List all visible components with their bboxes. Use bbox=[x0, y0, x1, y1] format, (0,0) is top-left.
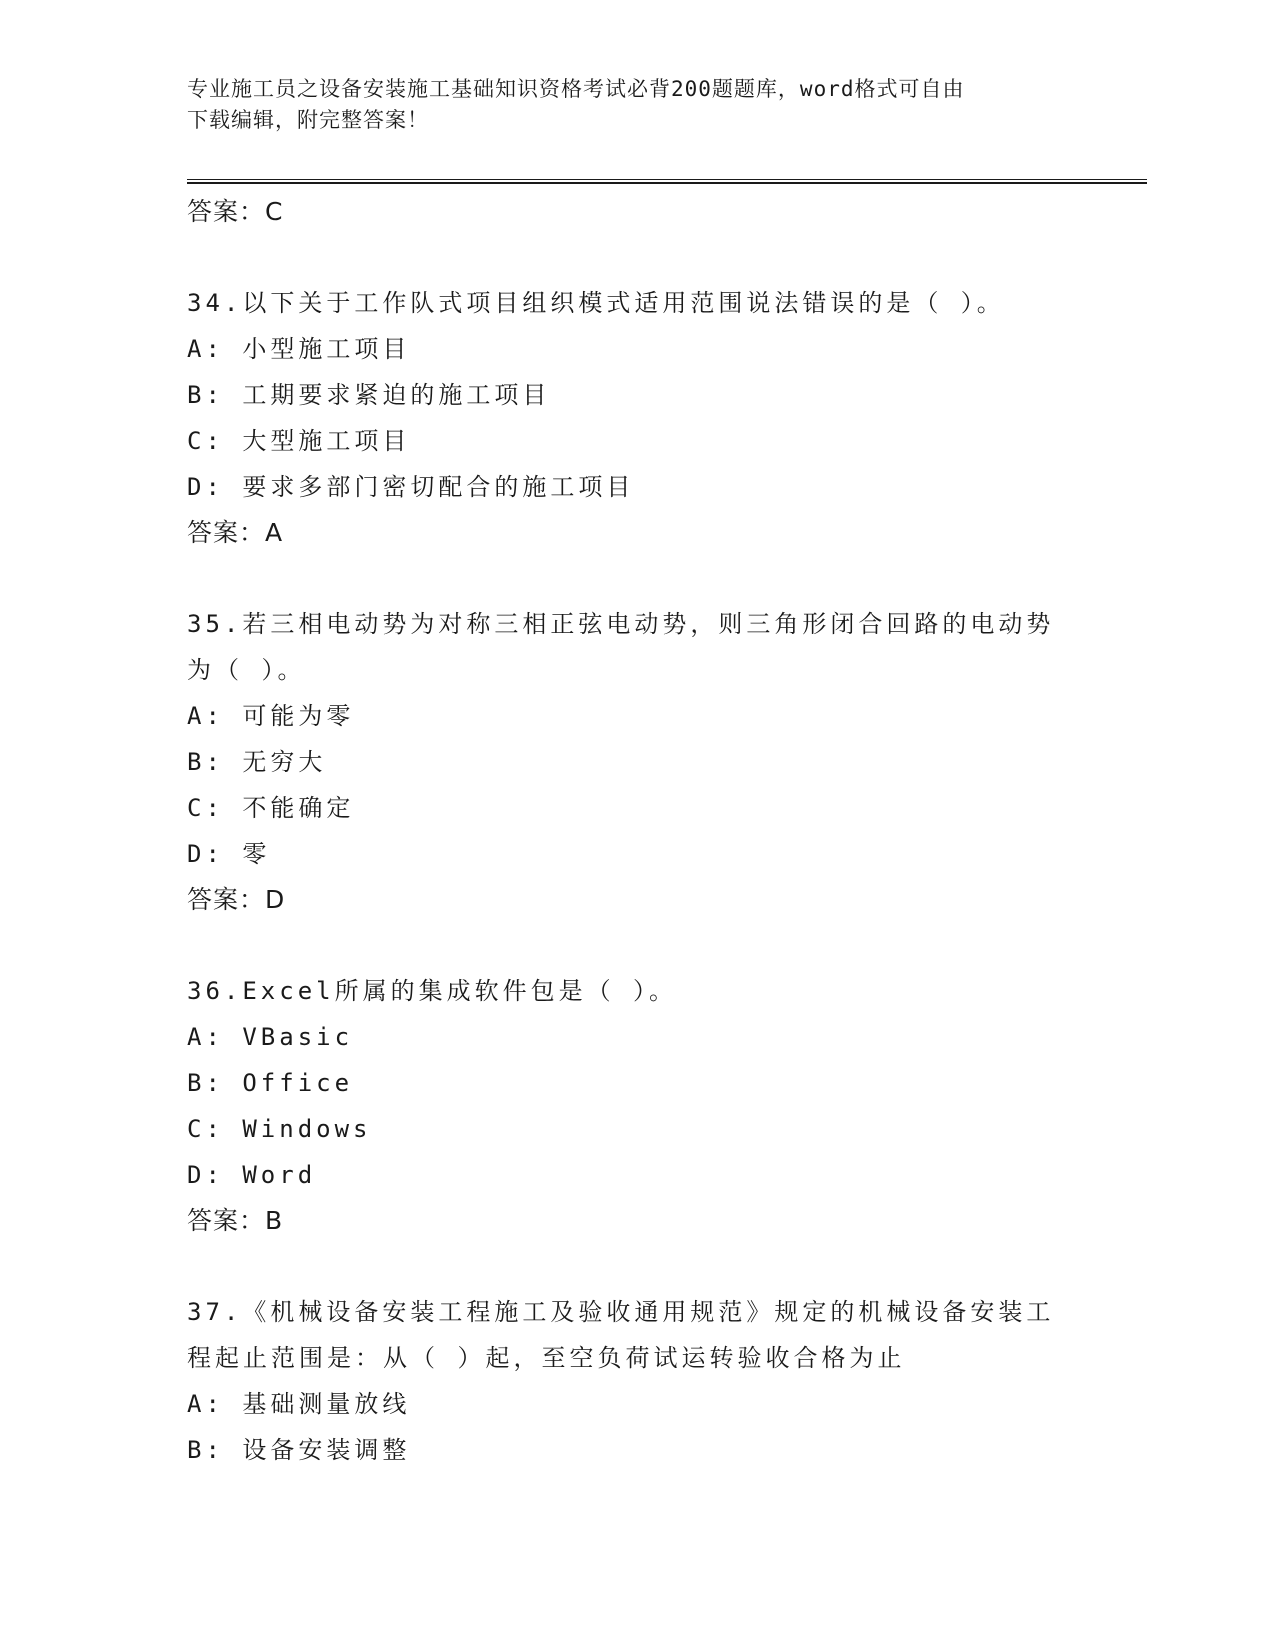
document-header bbox=[187, 74, 1067, 136]
option-b: B: Office bbox=[187, 1069, 354, 1097]
option-a: A: 可能为零 bbox=[187, 702, 355, 730]
answer-line: 答案：C bbox=[187, 197, 284, 226]
answer-line: 答案：A bbox=[187, 518, 284, 547]
question-stem-continued: 程起止范围是：从（ ）起，至空负荷试运转验收合格为止 bbox=[187, 1344, 906, 1372]
option-a: A: 基础测量放线 bbox=[187, 1390, 411, 1418]
question-block bbox=[187, 601, 1087, 923]
option-d: D: 零 bbox=[187, 840, 271, 868]
option-b: B: 设备安装调整 bbox=[187, 1436, 411, 1464]
question-stem: 34.以下关于工作队式项目组织模式适用范围说法错误的是（ ）。 bbox=[187, 289, 1005, 317]
option-c: C: Windows bbox=[187, 1115, 372, 1143]
option-b: B: 工期要求紧迫的施工项目 bbox=[187, 381, 551, 409]
header-rule-thick bbox=[187, 182, 1147, 184]
option-d: D: 要求多部门密切配合的施工项目 bbox=[187, 473, 635, 501]
answer-line: 答案：B bbox=[187, 1206, 284, 1235]
option-c: C: 大型施工项目 bbox=[187, 427, 411, 455]
option-c: C: 不能确定 bbox=[187, 794, 355, 822]
option-b: B: 无穷大 bbox=[187, 748, 327, 776]
header-line-2: 下载编辑，附完整答案！ bbox=[187, 108, 429, 132]
question-block bbox=[187, 1289, 1087, 1473]
question-stem: 35.若三相电动势为对称三相正弦电动势，则三角形闭合回路的电动势 bbox=[187, 610, 1055, 638]
header-rule-thin bbox=[187, 179, 1147, 180]
option-a: A: 小型施工项目 bbox=[187, 335, 411, 363]
option-d: D: Word bbox=[187, 1161, 317, 1189]
answer-line: 答案：D bbox=[187, 885, 286, 914]
question-stem: 37.《机械设备安装工程施工及验收通用规范》规定的机械设备安装工 bbox=[187, 1298, 1055, 1326]
question-block bbox=[187, 280, 1087, 556]
question-list bbox=[187, 189, 1087, 1473]
question-block bbox=[187, 968, 1087, 1244]
question-stem-continued: 为（ ）。 bbox=[187, 656, 306, 684]
header-line-1: 专业施工员之设备安装施工基础知识资格考试必背200题题库，word格式可自由 bbox=[187, 77, 965, 101]
option-a: A: VBasic bbox=[187, 1023, 354, 1051]
question-stem: 36.Excel所属的集成软件包是（ ）。 bbox=[187, 977, 678, 1005]
